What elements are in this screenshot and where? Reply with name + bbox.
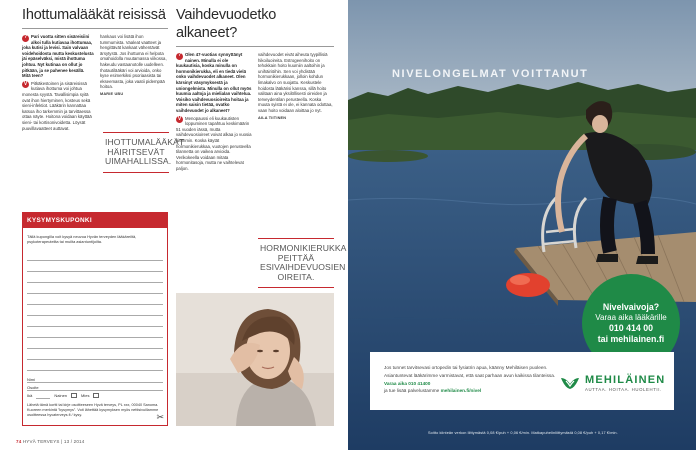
coupon-footer: Lähetä tämä kortti tai kirje osoitteeseen Hyvä terveys, PL xxx, 00040 Sanoma. Kuoreen merkintä "kysymys". Voit lähettää kysymyksen myös nettisivuillamme osoitteessa hyvaterveys.fi / kysy. — [27, 403, 159, 417]
question-icon: ? — [177, 52, 182, 59]
mehilainen-logo[interactable] — [560, 374, 665, 392]
signature: AILA TIITINEN — [258, 115, 287, 120]
ad-headline: NIVELONGELMAT VOITTANUT — [392, 68, 589, 80]
article-body: vaihdevuodet eivät aiheuta tyypillisiä hikoiluoireita. Estrogeenihoito on tehokkain hoito kuumiin aaltoihin ja unihäiriöihin. Sen voi yhdistää hormonikierukkaan, jolloin kohdun limakalvo on suojattu. Keskustele hoidosta lääkärisi kanssa, sillä hoito valitaan aina yksilöllisesti oireiden ja terveydentilan perusteella. Koska muuta syistä ei ole, ei kannata odottaa, vaan hoito voidaan aloittaa jo nyt. — [258, 52, 333, 113]
female-checkbox[interactable] — [71, 393, 77, 398]
question-lines[interactable] — [23, 250, 167, 371]
signature: MARIE UBU — [100, 91, 124, 96]
page-number: 74 — [16, 439, 22, 444]
article-title: Vaihdevuodetko alkaneet? — [176, 6, 334, 47]
ad-body-text: Jos tunnet tarvitsevasi ortopedin tai fysiatrin apua, käänny Mehiläisen puoleen. Asiantuntevat lääkärimme varmistavat, että saat parhaan avun kaikissa tilanteissa. — [384, 365, 556, 378]
address-field[interactable]: Osoite — [27, 383, 163, 391]
bee-wing-icon — [560, 376, 580, 390]
ad-web-link[interactable]: mehilainen.fi/nivel — [440, 388, 482, 394]
question-text: Olen 47-vuotias synnyttänyt nainen. Minulla ei ole kuukautisia, koska minulla on hormonikierukka, eli en tiedä vielä onko vaihdevuodet alkaneet. Olen kärsinyt väsymyksestä ja uniongelmista. Minulla on ollut myös kuumia aaltoja ja mielialan vaihtelua. Voisiko vaihdevuosioireita hoitaa ja miten saisin tietää, ovatko vaihdevuodet jo alkaneet? — [176, 52, 252, 113]
question-icon: ? — [23, 34, 28, 41]
article-ihottuma — [22, 6, 168, 133]
female-label: Nainen — [54, 393, 68, 398]
pull-quote: HORMONIKIERUKKA PEITTÄÄ ESIVAIHDEVUOSIEN OIREITA. — [258, 238, 334, 288]
brand-name: MEHILÄINEN — [585, 374, 666, 386]
answer-text: Menopaussi eli kuukautisten loppuminen tapahtuu keskimäärin 51 vuoden iässä, mutta vaihdevuosioireet voivat alkaa jo vuosia aiemmin. Koska käytät hormonikierukkaa, vuotojen perusteella tilannetta on vaikea arvioida. Verikokeella voidaan mitata hormonitasoja, mutta ne vaihtelevat paljon. — [176, 115, 252, 171]
badge-text: Varaa aika lääkärille — [595, 312, 667, 322]
male-checkbox[interactable] — [93, 393, 99, 398]
name-field[interactable]: Nimi — [27, 375, 163, 383]
badge-phone[interactable]: 010 414 00 — [608, 323, 654, 333]
brand-slogan: AUTTAA. HOITAA. HUOLEHTII. — [585, 387, 662, 392]
article-vaihdevuodet — [176, 6, 334, 173]
mehilainen-ad — [348, 0, 696, 450]
ad-info-box — [370, 352, 674, 410]
article-body: hankaus voi lisätä ihon tummumista. Vaaleat vaatteet ja hengittävät kankaat vähentävät ärsytystä. Jos ihottuma ei helpota omahoidolla muutamassa viikossa, hakeudu vastaanotolle uudelleen. Ihotautilääkäri voi arvioida, onko kyse esimerkiksi psoriaasista tai ekseemasta, joka vaatii pidempää hoitoa. — [100, 34, 167, 90]
male-label: Mies — [81, 393, 90, 398]
badge-question: Nivelvaivoja? — [602, 302, 660, 312]
ad-web-prefix: ja tue lisää palvelustamme — [384, 388, 440, 394]
badge-web[interactable]: tai mehilainen.fi — [597, 333, 665, 344]
issue-number: 13 / 2014 — [63, 439, 85, 444]
coupon-title: KYSYMYSKUPONKI — [23, 213, 167, 228]
answer-icon: V — [23, 80, 28, 87]
article-title: Ihottumalääkät reisissä — [22, 6, 168, 29]
age-field[interactable] — [36, 393, 50, 399]
ad-fine-print: Soitto kiinteän verkon liittymästä 0,08 €/puh + 0,06 €/min. Matkapuhelinliittymästä 0,08 €/puh + 0,17 €/min. — [428, 431, 618, 435]
ad-phone-text[interactable]: Varaa aika 010 41400 — [384, 380, 431, 386]
page-folio: 74 HYVÄ TERVEYS | 13 / 2014 — [16, 439, 85, 444]
age-label: Ikä — [27, 393, 33, 398]
scissors-icon: ✂ — [156, 411, 164, 422]
woman-photo — [176, 293, 334, 426]
answer-icon: V — [177, 115, 182, 122]
pull-quote: IHOTTUMALÄÄKÄT HÄIRITSEVÄT UIMAHALLISSA. — [103, 132, 169, 173]
answer-text: Pitkäkestoinen ja sisäreisissä kutiava ihottuma voi johtua monesta syystä. Tavallisimpia syitä ovat ihon hiertyminen, kosteus sekä sieni-infektiot. Lääkärin kannattaa katsoa iho tarkemmin ja tarvittaessa ottaa näyte. Hoitona voidaan käyttää sieni- tai kortisonivoidetta. Löysät puuvillavaatteet auttavat. — [22, 80, 92, 131]
magazine-name: HYVÄ TERVEYS — [22, 439, 60, 444]
coupon-intro: Tällä kupongilla voit kysyä neuvoa Hyvän terveyden lääkäreiltä, psykoterapeuteilta tai muilta asiantuntijoilta. — [27, 234, 137, 244]
question-coupon[interactable] — [22, 212, 168, 426]
question-text: Pari vuotta sitten sisäreisiini alkoi tulla kutiavaa ihottumaa, joka kutisi ja levisi. Sain valvaan voidehoidosta mutta keskustelusta jäi epäselväksi, mistä ihottuma johtuu. Nyt kutinaa on ollut jo pitkään, ja se pahenee kesällä. Mitä teen? — [22, 34, 94, 79]
